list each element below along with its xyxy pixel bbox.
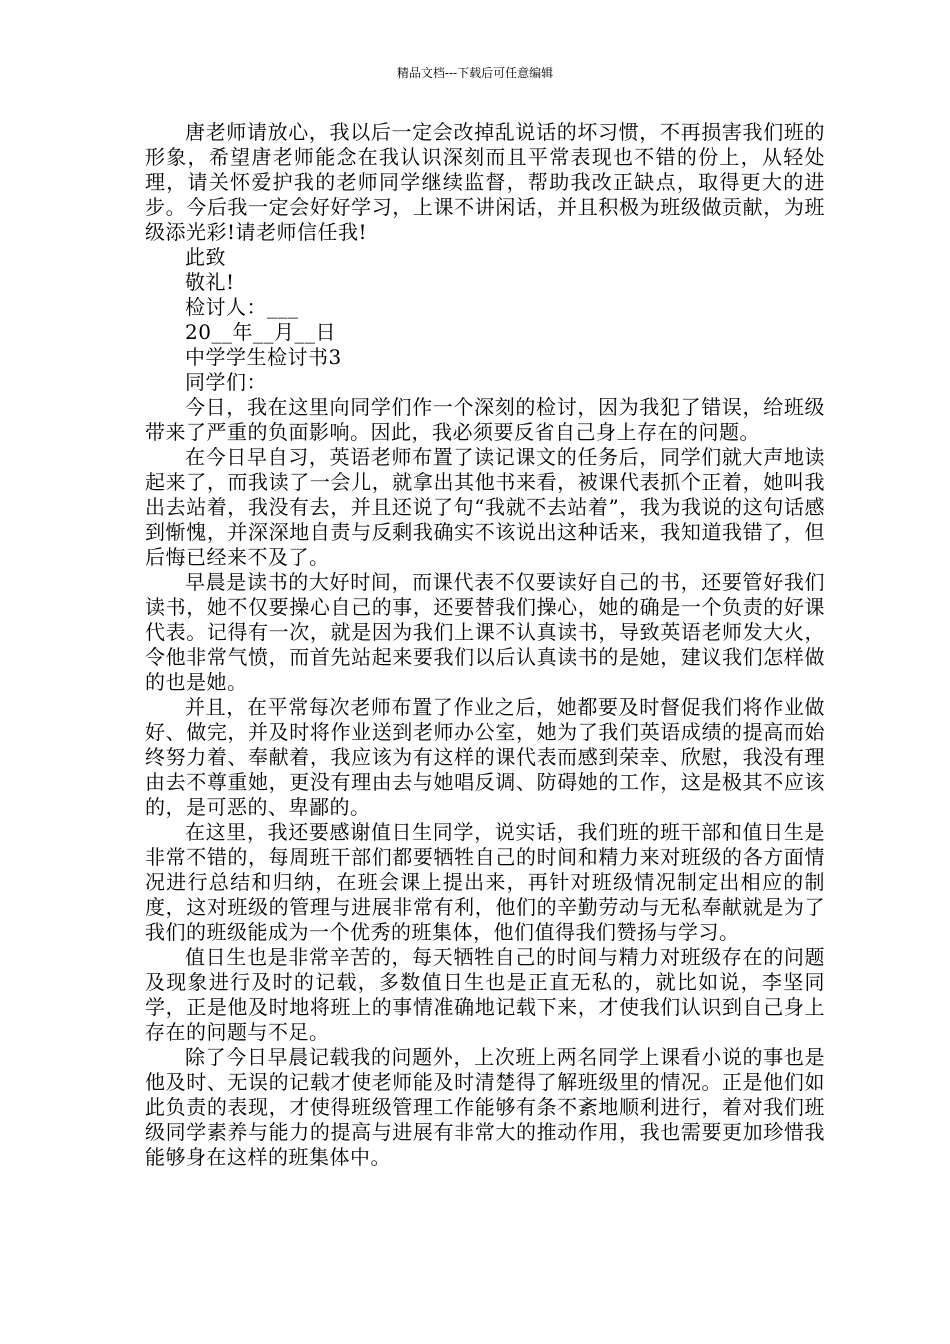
paragraph-3: 在今日早自习，英语老师布置了读记课文的任务后，同学们就大声地读起来了，而我读了一会儿，就拿出其他书来看，被课代表抓个正着，她叫我出去站着，我没有去，并且还说了句“我就不去站着”，我为我说的这句话感到惭愧，并深深地自责与反剩我确实不该说出这种话来，我知道我错了，但后悔已经来不及了。	[145, 445, 825, 569]
paragraph-1: 唐老师请放心，我以后一定会改掉乱说话的坏习惯，不再损害我们班的形象，希望唐老师能念在我认识深刻而且平常表现也不错的份上，从轻处理，请关怀爱护我的老师同学继续监督，帮助我改正缺点，取得更大的进步。今后我一定会好好学习，上课不讲闲话，并且积极为班级做贡献，为班级添光彩!请老师信任我!	[145, 120, 825, 244]
date-line: 20__年__月__日	[185, 320, 336, 344]
greeting: 同学们：	[185, 370, 267, 394]
section-title: 中学学生检讨书3	[185, 345, 342, 369]
paragraph-5: 并且，在平常每次老师布置了作业之后，她都要及时督促我们将作业做好、做完，并及时将作业送到老师办公室，她为了我们英语成绩的提高而始终努力着、奉献着，我应该为有这样的课代表而感到荣幸、欣慰，我没有理由去不尊重她，更没有理由去与她唱反调、防碍她的工作，这是极其不应该的，是可恶的、卑鄙的。	[145, 695, 825, 819]
paragraph-4: 早晨是读书的大好时间，而课代表不仅要读好自己的书，还要管好我们读书，她不仅要操心自己的事，还要替我们操心，她的确是一个负责的好课代表。记得有一次，就是因为我们上课不认真读书，导致英语老师发大火，令他非常气愤，而首先站起来要我们以后认真读书的是她，建议我们怎样做的也是她。	[145, 570, 825, 694]
page-header: 精品文档---下载后可任意编辑	[396, 66, 554, 80]
paragraph-6: 在这里，我还要感谢值日生同学，说实话，我们班的班干部和值日生是非常不错的，每周班干部们都要牺牲自己的时间和精力来对班级的各方面情况进行总结和归纳，在班会课上提出来，再针对班级情况制定出相应的制度，这对班级的管理与进展非常有利，他们的辛勤劳动与无私奉献就是为了我们的班级能成为一个优秀的班集体，他们值得我们赞扬与学习。	[145, 820, 825, 944]
salutation-cizhi: 此致	[185, 245, 226, 269]
paragraph-2: 今日，我在这里向同学们作一个深刻的检讨，因为我犯了错误，给班级带来了严重的负面影响。因此，我必须要反省自己身上存在的问题。	[145, 395, 825, 444]
document-body	[145, 120, 825, 1170]
paragraph-8: 除了今日早晨记载我的问题外，上次班上两名同学上课看小说的事也是他及时、无误的记载才使老师能及时清楚得了解班级里的情况。正是他们如此负责的表现，才使得班级管理工作能够有条不紊地顺利进行，着对我们班级同学素养与能力的提高与进展有非常大的推动作用，我也需要更加珍惜我能够身在这样的班集体中。	[145, 1045, 825, 1169]
paragraph-7: 值日生也是非常辛苦的，每天牺牲自己的时间与精力对班级存在的问题及现象进行及时的记载，多数值日生也是正直无私的，就比如说，李坚同学，正是他及时地将班上的事情准确地记载下来，才使我们认识到自己身上存在的问题与不足。	[145, 945, 825, 1044]
signature-line: 检讨人：___	[185, 295, 299, 319]
salutation-jingli: 敬礼!	[185, 270, 235, 294]
